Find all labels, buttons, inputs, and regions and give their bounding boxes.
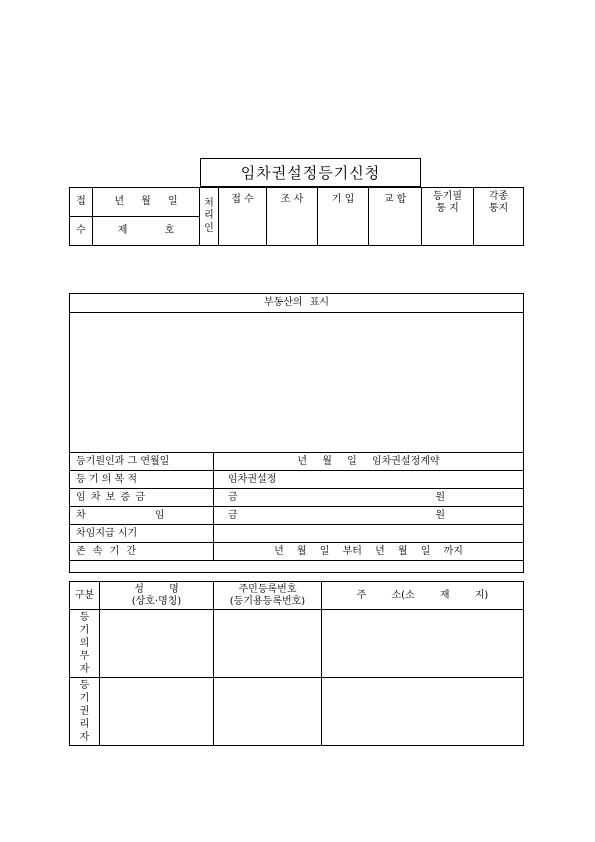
duration-value[interactable]: 년 월 일 부터 년 월 일 까지 [214,543,524,561]
deposit-label: 임 차 보 증 금 [70,489,214,507]
payment-time-value[interactable] [214,525,524,543]
entry-col: 기 입 [318,188,369,246]
various-notice-col: 각종 통지 [474,188,524,246]
obligee-label: 등기권리자 [70,678,100,746]
property-description-area[interactable] [70,313,524,453]
obligee-address[interactable] [322,678,524,746]
parties-table [69,581,524,746]
address-header: 주 소(소 재 지) [322,582,524,610]
receipt-col: 접 수 [219,188,267,246]
obligor-name[interactable] [100,610,214,678]
gubun-header: 구분 [70,582,100,610]
date-label: 년 월 일 [93,188,200,217]
obligee-name[interactable] [100,678,214,746]
handler-label: 처 리 인 [200,188,219,246]
property-table [69,293,524,573]
spacer-row [70,561,524,573]
property-header: 부동산의 표시 [70,294,524,313]
payment-time-label: 차임지급 시기 [70,525,214,543]
obligor-id[interactable] [214,610,322,678]
number-label: 제 호 [93,217,200,246]
name-header: 성 명 (상호·명칭) [100,582,214,610]
page-title: 임차권설정등기신청 [200,158,421,187]
cause-date-value[interactable]: 년 월 일 임차권설정계약 [214,453,524,471]
verify-col: 교 합 [369,188,422,246]
reception-table [69,187,524,246]
obligor-address[interactable] [322,610,524,678]
rent-label: 차 임 [70,507,214,525]
obligee-id[interactable] [214,678,322,746]
review-col: 조 사 [267,188,318,246]
jeop-label: 접 [70,188,93,217]
su-label: 수 [70,217,93,246]
id-header: 주민등록번호 (등기용등록번호) [214,582,322,610]
rent-value[interactable]: 금 원 [214,507,524,525]
completion-notice-col: 등기필 통 지 [422,188,474,246]
obligor-label: 등기의무자 [70,610,100,678]
purpose-value[interactable]: 임차권설정 [214,471,524,489]
deposit-value[interactable]: 금 원 [214,489,524,507]
purpose-label: 등 기 의 목 적 [70,471,214,489]
duration-label: 존 속 기 간 [70,543,214,561]
cause-date-label: 등기원인과 그 연월일 [70,453,214,471]
